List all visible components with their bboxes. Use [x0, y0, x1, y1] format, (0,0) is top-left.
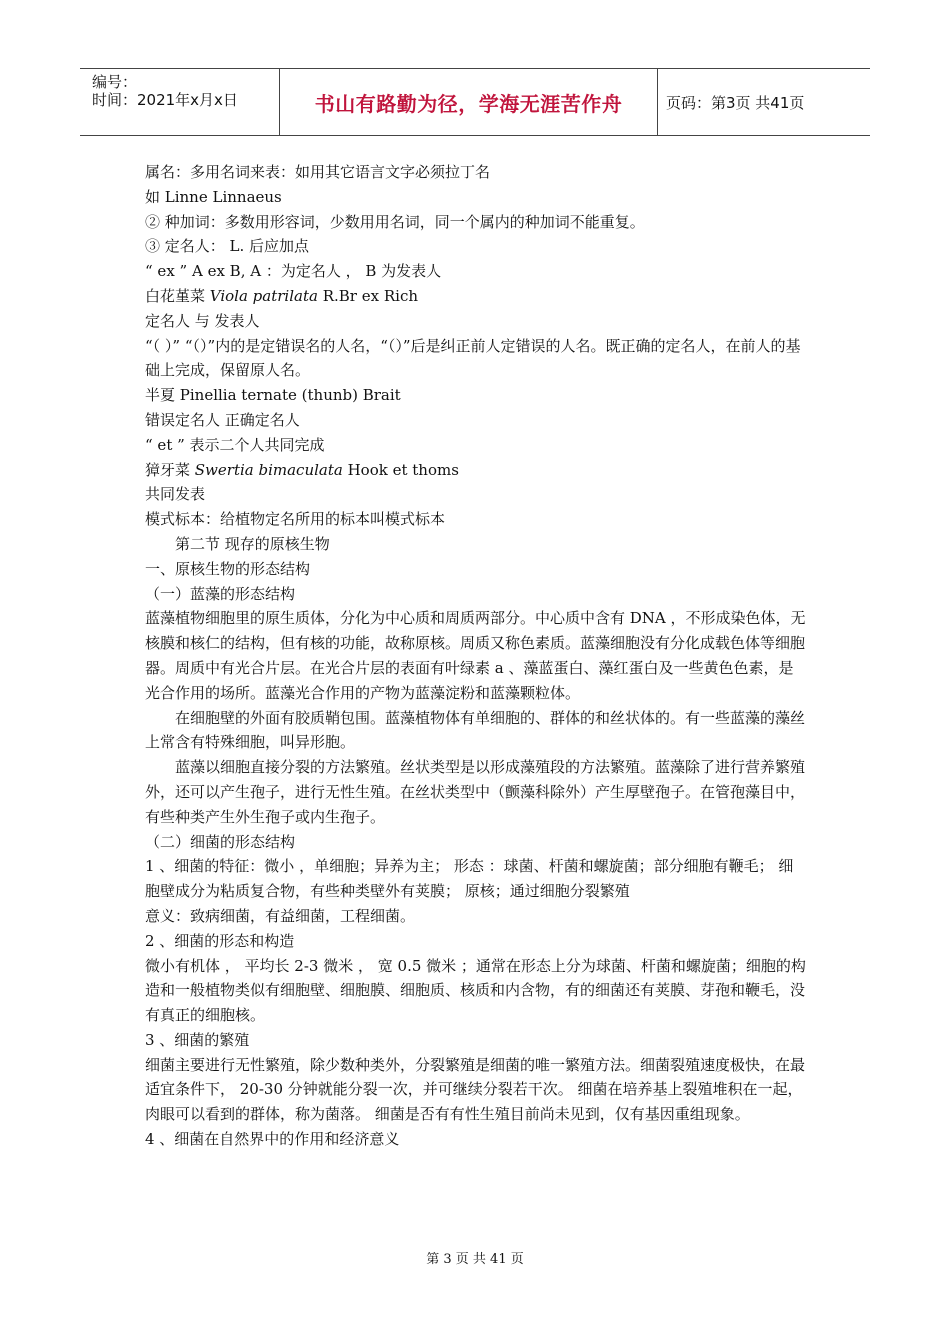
paragraph: 意义：致病细菌，有益细菌，工程细菌。: [145, 906, 416, 925]
species-latin-name: Swertia bimaculata: [194, 460, 343, 479]
paragraph: 4 、细菌在自然界中的作用和经济意义: [145, 1130, 400, 1149]
paragraph: “ et ” 表示二个人共同完成: [145, 435, 325, 454]
header-motto: 书山有路勤为径，学海无涯苦作舟: [314, 91, 623, 116]
page-header: [80, 68, 870, 136]
page-footer: 第 3 页 共 41 页: [426, 1252, 524, 1267]
paragraph: 错误定名人 正确定名人: [145, 410, 300, 429]
paragraph: ② 种加词：多数用形容词，少数用用名词，同一个属内的种加词不能重复。: [145, 212, 645, 231]
paragraph: （二）细菌的形态结构: [145, 832, 296, 851]
paragraph: “（ ）” “（）”内的是定错误名的人名，“（）”后是纠正前人定错误的人名。既正确的定名人，在前人的基础上完成，保留原人名。: [145, 336, 801, 380]
paragraph: 共同发表: [145, 485, 206, 504]
paragraph: 细菌主要进行无性繁殖，除少数种类外，分裂繁殖是细菌的唯一繁殖方法。细菌裂殖速度极快，在最适宜条件下， 20-30 分钟就能分裂一次，并可继续分裂若干次。 细菌在培养基上裂殖堆积在一起，肉眼可以看到的群体，称为菌落。 细菌是否有有性生殖目前尚未见到，仅有基因重组现象。: [145, 1055, 806, 1124]
paragraph: 2 、细菌的形态和构造: [145, 931, 295, 950]
species-author: Hook et thoms: [342, 460, 459, 479]
paragraph: 一、原核生物的形态结构: [145, 559, 311, 578]
species-latin-name: Viola patrilata: [209, 286, 318, 305]
paragraph: 半夏 Pinellia ternate (thunb) Brait: [145, 386, 401, 405]
paragraph: ③ 定名人： L. 后应加点: [145, 237, 310, 256]
paragraph: 蓝藻以细胞直接分裂的方法繁殖。丝状类型是以形成藻殖段的方法繁殖。蓝藻除了进行营养繁殖外，还可以产生孢子，进行无性生殖。在丝状类型中（颤藻科除外）产生厚壁孢子。在管孢藻目中，有些种类产生外生孢子或内生孢子。: [145, 758, 806, 826]
paragraph: 1 、细菌的特征：微小 ，单细胞；异养为主； 形态 ：球菌、杆菌和螺旋菌；部分细胞有鞭毛； 细胞壁成分为粘质复合物，有些种类壁外有荚膜； 原核；通过细胞分裂繁殖: [145, 857, 794, 901]
time-label: 时间：2021年x月x日: [92, 91, 238, 109]
species-common-name: 白花堇菜: [145, 286, 210, 305]
header-page-info: 页码：第3页 共41页: [666, 93, 805, 112]
paragraph: 3 、细菌的繁殖: [145, 1030, 250, 1049]
paragraph: [145, 458, 807, 483]
paragraph: 微小有机体 ， 平均长 2-3 微米 ， 宽 0.5 微米 ；通常在形态上分为球菌、杆菌和螺旋菌；细胞的构造和一般植物类似有细胞壁、细胞膜、细胞质、核质和内含物，有的细菌还有荚膜、芽孢和鞭毛，没有真正的细胞核。: [145, 956, 806, 1025]
header-meta: [80, 69, 280, 135]
paragraph: 在细胞壁的外面有胶质鞘包围。蓝藻植物体有单细胞的、群体的和丝状体的。有一些蓝藻的藻丝上常含有特殊细胞，叫异形胞。: [145, 708, 806, 752]
paragraph: （一）蓝藻的形态结构: [145, 584, 296, 603]
paragraph: [145, 284, 807, 309]
document-body: [145, 160, 807, 1152]
paragraph: 模式标本：给植物定名所用的标本叫模式标本: [145, 510, 446, 529]
paragraph: 定名人 与 发表人: [145, 311, 260, 330]
paragraph: 属名：多用名词来表：如用其它语言文字必须拉丁名: [145, 163, 491, 181]
paragraph: 第二节 现存的原核生物: [175, 534, 330, 553]
species-author: R.Br ex Rich: [317, 286, 419, 305]
paragraph: 蓝藻植物细胞里的原生质体，分化为中心质和周质两部分。中心质中含有 DNA ，不形成染色体，无核膜和核仁的结构，但有核的功能，故称原核。周质又称色素质。蓝藻细胞没有分化成载色体等细胞器。周质中有光合片层。在光合片层的表面有叶绿素 a 、藻蓝蛋白、藻红蛋白及一些黄色色素，是光合作用的场所。蓝藻光合作用的产物为蓝藻淀粉和蓝藻颗粒体。: [145, 609, 806, 702]
header-motto-cell: [280, 69, 658, 135]
species-common-name: 獐牙菜: [145, 460, 195, 479]
paragraph: 如 Linne Linnaeus: [145, 187, 282, 206]
number-label: 编号：: [92, 73, 138, 91]
paragraph: “ ex ” A ex B, A ：为定名人 ， B 为发表人: [145, 262, 442, 281]
